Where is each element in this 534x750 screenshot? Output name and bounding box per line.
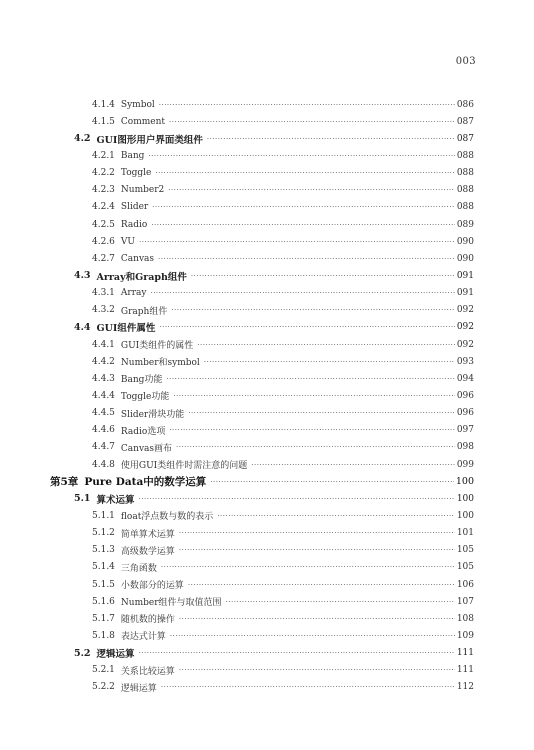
toc-section-entry: [0, 319, 534, 336]
toc-entry-title: Graph组件: [120, 306, 168, 317]
toc-subsection-entry: [0, 662, 534, 679]
toc-entry-page: 096: [456, 390, 474, 401]
toc-entry-page: 111: [456, 665, 474, 676]
toc-entry-page: 100: [456, 510, 474, 521]
toc-subsection-entry: [0, 285, 534, 302]
toc-entry-title: Number组件与取值范围: [120, 598, 222, 609]
toc-entry-title: GUI图形用户界面类组件: [96, 134, 203, 146]
toc-subsection-entry: [0, 525, 534, 542]
toc-subsection-entry: [0, 610, 534, 627]
dot-leader: [210, 478, 454, 486]
toc-entry-page: 107: [456, 596, 474, 607]
toc-entry-page: 092: [456, 339, 474, 350]
toc-entry-page: 105: [456, 545, 474, 556]
toc-entry-number: 5.1.7: [92, 613, 115, 624]
page-number: 003: [455, 56, 476, 67]
toc-entry-title: 高级数学运算: [120, 546, 175, 557]
dot-leader: [166, 375, 454, 383]
toc-entry-number: 4.4.6: [92, 425, 115, 436]
toc-entry-number: 5.2: [74, 647, 91, 659]
toc-entry-page: 109: [456, 630, 474, 641]
toc-entry-number: 5.1.6: [92, 596, 115, 607]
toc-entry-number: 第5章: [50, 476, 79, 489]
toc-entry-number: 4.4.5: [92, 408, 115, 419]
toc-entry-page: 092: [456, 322, 474, 333]
toc-entry-number: 4.4.4: [92, 390, 115, 401]
toc-subsection-entry: [0, 405, 534, 422]
toc-entry-title: Symbol: [120, 99, 155, 110]
toc-entry-title: 使用GUI类组件时需注意的问题: [120, 461, 248, 472]
dot-leader: [179, 529, 455, 537]
toc-subsection-entry: [0, 182, 534, 199]
toc-entry-title: 三角函数: [120, 563, 157, 574]
toc-entry-title: float浮点数与数的表示: [120, 512, 214, 523]
toc-subsection-entry: [0, 302, 534, 319]
dot-leader: [171, 306, 454, 314]
toc-subsection-entry: [0, 456, 534, 473]
toc-entry-title: Array: [120, 288, 147, 299]
toc-entry-title: Toggle: [120, 168, 152, 179]
dot-leader: [179, 615, 455, 623]
dot-leader: [169, 118, 455, 126]
toc-entry-title: Number和symbol: [120, 358, 200, 369]
toc-entry-number: 5.2.2: [92, 682, 115, 693]
toc-entry-number: 4.1.4: [92, 99, 115, 110]
toc-entry-title: Toggle功能: [120, 392, 170, 403]
toc-entry-title: Radio选项: [120, 426, 166, 437]
toc-subsection-entry: [0, 147, 534, 164]
toc-section-entry: [0, 130, 534, 147]
toc-subsection-entry: [0, 542, 534, 559]
toc-entry-number: 4.4.1: [92, 339, 115, 350]
dot-leader: [176, 443, 455, 451]
toc-entry-title: 逻辑运算: [120, 683, 157, 694]
toc-section-entry: [0, 267, 534, 284]
toc-subsection-entry: [0, 507, 534, 524]
toc-subsection-entry: [0, 593, 534, 610]
toc-entry-number: 5.1.5: [92, 579, 115, 590]
table-of-contents: [0, 96, 534, 696]
toc-entry-number: 4.3.1: [92, 288, 115, 299]
toc-entry-number: 4.4.2: [92, 356, 115, 367]
dot-leader: [159, 323, 454, 331]
toc-entry-page: 090: [456, 236, 474, 247]
toc-chapter-entry: [0, 473, 534, 490]
toc-subsection-entry: [0, 387, 534, 404]
toc-entry-title: GUI组件属性: [96, 323, 156, 335]
toc-entry-title: 随机数的操作: [120, 615, 175, 626]
toc-entry-number: 5.1.3: [92, 545, 115, 556]
dot-leader: [139, 649, 455, 657]
toc-entry-number: 5.1.4: [92, 562, 115, 573]
toc-entry-number: 4.2.2: [92, 168, 115, 179]
toc-entry-number: 4.4.8: [92, 459, 115, 470]
toc-entry-page: 090: [456, 253, 474, 264]
toc-entry-number: 4.2.4: [92, 202, 115, 213]
toc-entry-number: 4.4.7: [92, 442, 115, 453]
toc-entry-title: Bang: [120, 150, 145, 161]
toc-subsection-entry: [0, 165, 534, 182]
dot-leader: [168, 186, 455, 194]
dot-leader: [179, 546, 455, 554]
toc-entry-page: 098: [456, 442, 474, 453]
toc-entry-page: 088: [456, 185, 474, 196]
toc-entry-page: 111: [456, 648, 474, 659]
toc-entry-page: 096: [456, 408, 474, 419]
toc-entry-page: 087: [456, 133, 474, 144]
dot-leader: [152, 203, 455, 211]
dot-leader: [161, 683, 455, 691]
toc-subsection-entry: [0, 199, 534, 216]
toc-entry-title: 关系比较运算: [120, 666, 175, 677]
toc-entry-number: 4.2.6: [92, 236, 115, 247]
toc-entry-number: 4.2.3: [92, 185, 115, 196]
toc-entry-page: 089: [456, 219, 474, 230]
toc-subsection-entry: [0, 422, 534, 439]
toc-entry-title: Bang功能: [120, 375, 163, 386]
dot-leader: [191, 272, 455, 280]
dot-leader: [170, 632, 455, 640]
toc-entry-title: 小数部分的运算: [120, 581, 184, 591]
toc-entry-page: 097: [456, 425, 474, 436]
dot-leader: [226, 598, 455, 606]
toc-entry-title: 逻辑运算: [96, 649, 135, 661]
toc-subsection-entry: [0, 233, 534, 250]
toc-entry-page: 087: [456, 116, 474, 127]
toc-entry-page: 088: [456, 168, 474, 179]
toc-entry-page: 094: [456, 373, 474, 384]
dot-leader: [188, 409, 455, 417]
toc-entry-number: 4.1.5: [92, 116, 115, 127]
toc-entry-number: 5.1.2: [92, 528, 115, 539]
toc-entry-page: 100: [456, 493, 474, 504]
toc-entry-number: 5.1: [74, 493, 91, 505]
toc-entry-page: 091: [456, 270, 474, 281]
toc-entry-number: 5.1.1: [92, 510, 115, 521]
toc-entry-page: 099: [456, 459, 474, 470]
toc-entry-page: 108: [456, 613, 474, 624]
toc-subsection-entry: [0, 336, 534, 353]
toc-entry-title: Comment: [120, 116, 166, 127]
toc-entry-number: 4.3: [74, 270, 91, 282]
toc-entry-title: Number2: [120, 185, 165, 196]
toc-entry-page: 101: [456, 528, 474, 539]
toc-entry-page: 112: [456, 682, 474, 693]
toc-entry-number: 4.4.3: [92, 373, 115, 384]
toc-section-entry: [0, 490, 534, 507]
toc-entry-title: GUI类组件的属性: [120, 341, 194, 352]
toc-entry-number: 4.2.7: [92, 253, 115, 264]
toc-entry-number: 4.2.5: [92, 219, 115, 230]
dot-leader: [139, 495, 455, 503]
toc-entry-number: 4.3.2: [92, 305, 115, 316]
toc-entry-page: 100: [455, 476, 474, 488]
dot-leader: [188, 581, 455, 589]
dot-leader: [161, 563, 455, 571]
dot-leader: [150, 289, 454, 297]
toc-entry-page: 092: [456, 305, 474, 316]
toc-entry-title: 算术运算: [96, 494, 135, 506]
toc-entry-title: Array和Graph组件: [96, 271, 187, 283]
toc-subsection-entry: [0, 576, 534, 593]
toc-entry-page: 088: [456, 202, 474, 213]
dot-leader: [173, 392, 454, 400]
dot-leader: [204, 358, 455, 366]
toc-subsection-entry: [0, 370, 534, 387]
toc-entry-title: Canvas: [120, 253, 155, 264]
toc-entry-number: 4.2.1: [92, 150, 115, 161]
toc-entry-title: 表达式计算: [120, 632, 166, 643]
dot-leader: [197, 341, 455, 349]
toc-entry-number: 5.1.8: [92, 630, 115, 641]
toc-entry-title: Pure Data中的数学运算: [84, 476, 207, 489]
toc-entry-page: 091: [456, 288, 474, 299]
dot-leader: [148, 152, 454, 160]
dot-leader: [207, 135, 455, 143]
toc-entry-number: 4.2: [74, 133, 91, 145]
toc-entry-page: 106: [456, 579, 474, 590]
toc-entry-title: Canvas画布: [120, 443, 173, 454]
toc-subsection-entry: [0, 439, 534, 456]
dot-leader: [139, 238, 455, 246]
toc-entry-page: 105: [456, 562, 474, 573]
toc-entry-number: 5.2.1: [92, 665, 115, 676]
toc-entry-title: 简单算术运算: [120, 529, 175, 540]
dot-leader: [251, 461, 455, 469]
dot-leader: [158, 255, 455, 263]
toc-entry-title: Radio: [120, 219, 148, 230]
toc-entry-page: 086: [456, 99, 474, 110]
toc-entry-title: VU: [120, 236, 135, 247]
dot-leader: [151, 221, 454, 229]
dot-leader: [179, 666, 455, 674]
toc-entry-page: 088: [456, 150, 474, 161]
dot-leader: [169, 426, 454, 434]
toc-subsection-entry: [0, 250, 534, 267]
dot-leader: [155, 169, 454, 177]
toc-subsection-entry: [0, 96, 534, 113]
toc-entry-number: 4.4: [74, 321, 91, 333]
toc-section-entry: [0, 645, 534, 662]
toc-subsection-entry: [0, 679, 534, 696]
toc-entry-page: 093: [456, 356, 474, 367]
dot-leader: [159, 101, 455, 109]
toc-subsection-entry: [0, 559, 534, 576]
toc-subsection-entry: [0, 113, 534, 130]
toc-entry-title: Slider: [120, 202, 149, 213]
toc-subsection-entry: [0, 627, 534, 644]
toc-entry-title: Slider滑块功能: [120, 409, 185, 420]
dot-leader: [217, 512, 455, 520]
toc-subsection-entry: [0, 216, 534, 233]
toc-subsection-entry: [0, 353, 534, 370]
